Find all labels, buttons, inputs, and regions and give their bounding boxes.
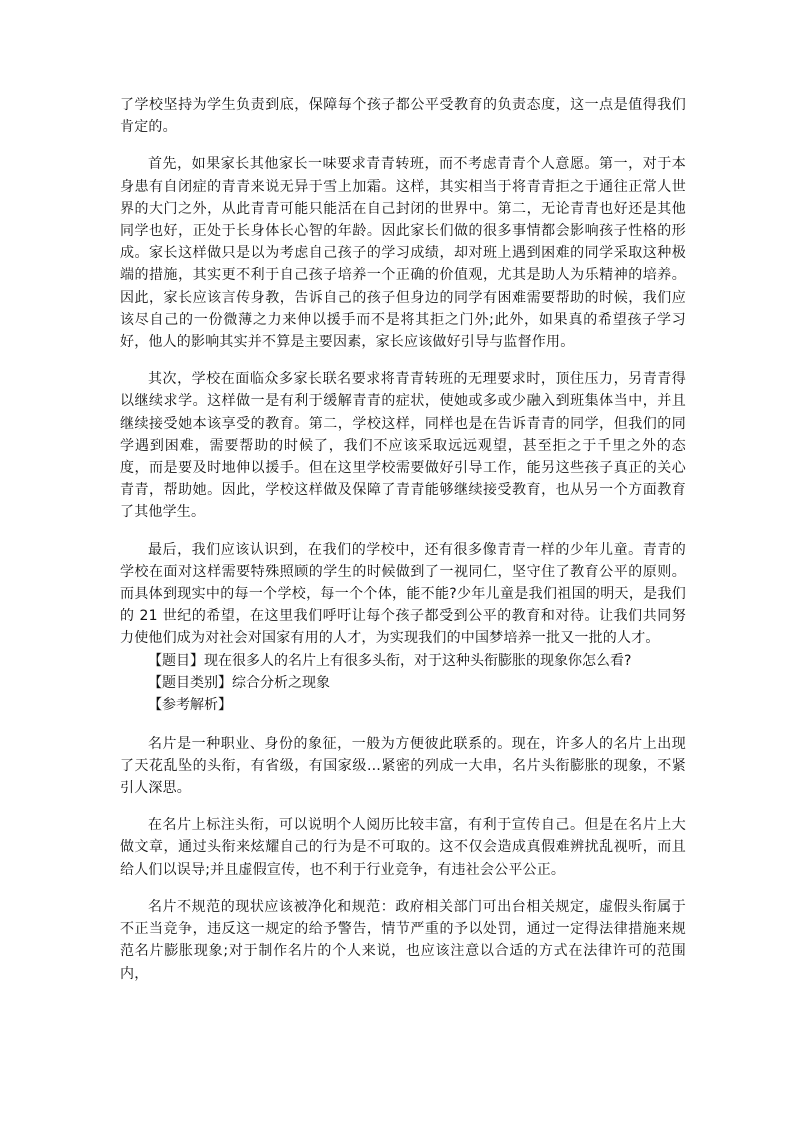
paragraph-second-point: 其次，学校在面临众多家长联名要求将青青转班的无理要求时，顶住压力，另青青得以继续求学。这样做一是有利于缓解青青的症状，使她或多或少融入到班集体当中，并且继续接受她本该享受的教育。第二，学校这样，同样也是在告诉青青的同学，但我们的同学遇到困难，需要帮助的时候了，我们不应该采取远远观望，甚至拒之于千里之外的态度，而是要及时地伸以援手。但在这里学校需要做好引导工作，能另这些孩子真正的关心青青，帮助她。因此，学校这样做及保障了青青能够继续接受教育，也从另一个方面教育了其他学生。	[120, 371, 686, 521]
analysis-paragraph-intro: 名片是一种职业、身份的象征，一般为方便彼此联系的。现在，许多人的名片上出现了天花乱坠的头衔，有省级，有国家级…紧密的列成一大串，名片头衔膨胀的现象，不紧引人深思。	[120, 735, 686, 797]
paragraph-first-point: 首先，如果家长其他家长一味要求青青转班，而不考虑青青个人意愿。第一，对于本身患有自闭症的青青来说无异于雪上加霜。这样，其实相当于将青青拒之于通往正常人世界的大门之外，从此青青可能只能活在自己封闭的世界中。第二，无论青青也好还是其他同学也好，正处于长身体长心智的年龄。因此家长们做的很多事情都会影响孩子性格的形成。家长这样做只是以为考虑自己孩子的学习成绩，却对班上遇到困难的同学采取这种极端的措施，其实更不利于自己孩子培养一个正确的价值观，尤其是助人为乐精神的培养。因此，家长应该言传身教，告诉自己的孩子但身边的同学有困难需要帮助的时候，我们应该尽自己的一份微薄之力来伸以援手而不是将其拒之门外;此外，如果真的希望孩子学习好，他人的影响其实并不算是主要因素，家长应该做好引导与监督作用。	[120, 156, 686, 351]
analysis-heading: 【参考解析】	[148, 696, 232, 713]
question-line: 【题目】现在很多人的名片上有很多头衔，对于这种头衔膨胀的现象你怎么看?	[148, 652, 632, 669]
category-line: 【题目类别】综合分析之现象	[148, 674, 330, 691]
paragraph-continuation: 了学校坚持为学生负责到底，保障每个孩子都公平受教育的负责态度，这一点是值得我们肯定的。	[120, 97, 686, 136]
analysis-paragraph-evaluation: 在名片上标注头衔，可以说明个人阅历比较丰富，有利于宣传自己。但是在名片上大做文章，通过头衔来炫耀自己的行为是不可取的。这不仅会造成真假难辨扰乱视听，而且给人们以误导;并且虚假宣传，也不利于行业竞争，有违社会公平公正。	[120, 817, 686, 878]
paragraph-conclusion: 最后，我们应该认识到，在我们的学校中，还有很多像青青一样的少年儿童。青青的学校在面对这样需要特殊照顾的学生的时候做到了一视同仁，坚守住了教育公平的原则。而具体到现实中的每一个学校，每一个个体，能不能?少年儿童是我们祖国的明天，是我们的 21 世纪的希望，在这里我们呼吁让每个孩子都受到公平的教育和对待。让我们共同努力使他们成为对社会对国家有用的人才，为实现我们的中国梦培养一批又一批的人才。	[120, 541, 686, 647]
analysis-paragraph-measures: 名片不规范的现状应该被净化和规范：政府相关部门可出台相关规定，虚假头衔属于不正当竞争，违反这一规定的给予警告，情节严重的予以处罚，通过一定得法律措施来规范名片膨胀现象;对于制作名片的个人来说，也应该注意以合适的方式在法律许可的范围内，	[120, 898, 686, 982]
document-body	[120, 94, 686, 985]
